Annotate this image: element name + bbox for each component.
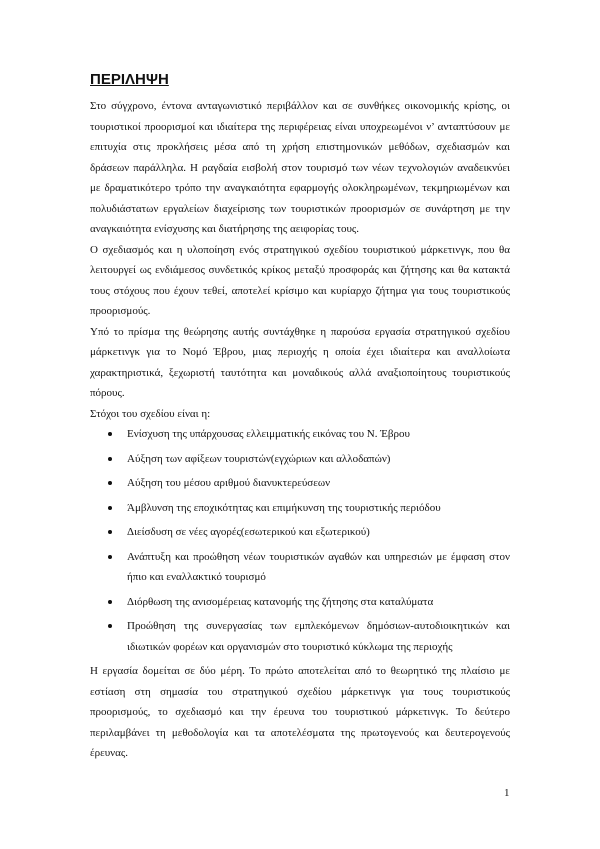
list-item	[108, 498, 510, 519]
list-item	[108, 424, 510, 445]
bullet-icon	[108, 555, 112, 559]
list-item-text: Ανάπτυξη και προώθηση νέων τουριστικών αγαθών και υπηρεσιών με έμφαση στον ήπιο και εναλλακτικό τουρισμό	[127, 550, 510, 583]
list-item-text: Αύξηση του μέσου αριθμού διανυκτερεύσεων	[127, 477, 331, 489]
paragraph-strategy: Ο σχεδιασμός και η υλοποίηση ενός στρατηγικού σχεδίου τουριστικού μάρκετινγκ, που θα λειτουργεί ως ενδιάμεσος συνδετικός κρίκος μεταξύ προσφοράς και ζήτησης και θα κατακτά τους στόχους που έχουν τεθεί, αποτελεί κρίσιμο και κυρίαρχο ζήτημα για τους τουριστικούς προορισμούς.	[90, 243, 510, 317]
bullet-icon	[108, 506, 112, 510]
list-item-text: Διόρθωση της ανισομέρειας κατανομής της ζήτησης στα καταλύματα	[127, 595, 434, 608]
list-item-text: Διείσδυση σε νέες αγορές(εσωτερικού και εξωτερικού)	[127, 526, 370, 538]
bullet-icon	[108, 432, 112, 436]
paragraph-goals-intro: Στόχοι του σχεδίου είναι η:	[90, 407, 211, 420]
bullet-icon	[108, 624, 112, 628]
page-number: 1	[504, 787, 510, 799]
section-heading: ΠΕΡΙΛΗΨΗ	[90, 71, 169, 88]
paragraph-intro: Στο σύγχρονο, έντονα ανταγωνιστικό περιβάλλον και σε συνθήκες οικονομικής κρίσης, οι τουριστικοί προορισμοί και ιδιαίτερα της περιφέρειας είναι υποχρεωμένοι ν’ ανταπτύσουν με επιτυχία στις προκλήσεις μέσα από τη χρήση επιστημονικών μεθόδων, σχεδιασμών και δράσεων παράλληλα. Η ραγδαία εισβολή στον τουρισμό των νέων τεχνολογιών αναδεικνύει με δραματικότερο τρόπο την αναγκαιότητα εφαρμογής ολοκληρωμένων, τεκμηριωμένων και πολυδιάστατων εργαλείων διαχείρισης των τουριστικών προορισμών σε συνάρτηση με την αναγκαιότητα ενίσχυσης και διατήρησης της αειφορίας τους.	[90, 100, 510, 235]
bullet-icon	[108, 481, 112, 485]
bullet-icon	[108, 600, 112, 604]
list-item	[108, 547, 510, 588]
list-item	[108, 449, 510, 470]
list-item-text: Άμβλυνση της εποχικότητας και επιμήκυνση της τουριστικής περιόδου	[127, 501, 441, 514]
paragraph-structure: Η εργασία δομείται σε δύο μέρη. Το πρώτο αποτελείται από το θεωρητικό της πλαίσιο με εστίαση στη σημασία του στρατηγικού σχεδίου μάρκετινγκ για τους τουριστικούς προορισμούς, το σχεδιασμό και την έρευνα του τουριστικού μάρκετινγκ. Το δεύτερο περιλαμβάνει τη μεθοδολογία και τα αποτελέσματα της πρωτογενούς και δευτερογενούς έρευνας.	[90, 665, 510, 759]
list-item-text: Ενίσχυση της υπάρχουσας ελλειμματικής εικόνας του Ν. Έβρου	[127, 428, 410, 440]
paragraph-evros: Υπό το πρίσμα της θεώρησης αυτής συντάχθηκε η παρούσα εργασία στρατηγικού σχεδίου μάρκετινγκ για το Νομό Έβρου, μιας περιοχής η οποία έχει ιδιαίτερα και αναλλοίωτα χαρακτηριστικά, ξεχωριστή ταυτότητα και μοναδικούς αλλά αναξιοποίητους τουριστικούς πόρους.	[90, 325, 510, 399]
list-item	[108, 473, 510, 494]
bullet-icon	[108, 457, 112, 461]
goals-list	[90, 424, 510, 657]
bullet-icon	[108, 530, 112, 534]
list-item	[108, 522, 510, 543]
page-content	[90, 70, 510, 764]
list-item	[108, 592, 510, 613]
list-item-text: Αύξηση των αφίξεων τουριστών(εγχώριων και αλλοδαπών)	[127, 452, 391, 465]
list-item	[108, 616, 510, 657]
list-item-text: Προώθηση της συνεργασίας των εμπλεκόμενων δημόσιων-αυτοδιοικητικών και ιδιωτικών φορέων και οργανισμών στο τουριστικό κύκλωμα της περιοχής	[127, 620, 510, 653]
